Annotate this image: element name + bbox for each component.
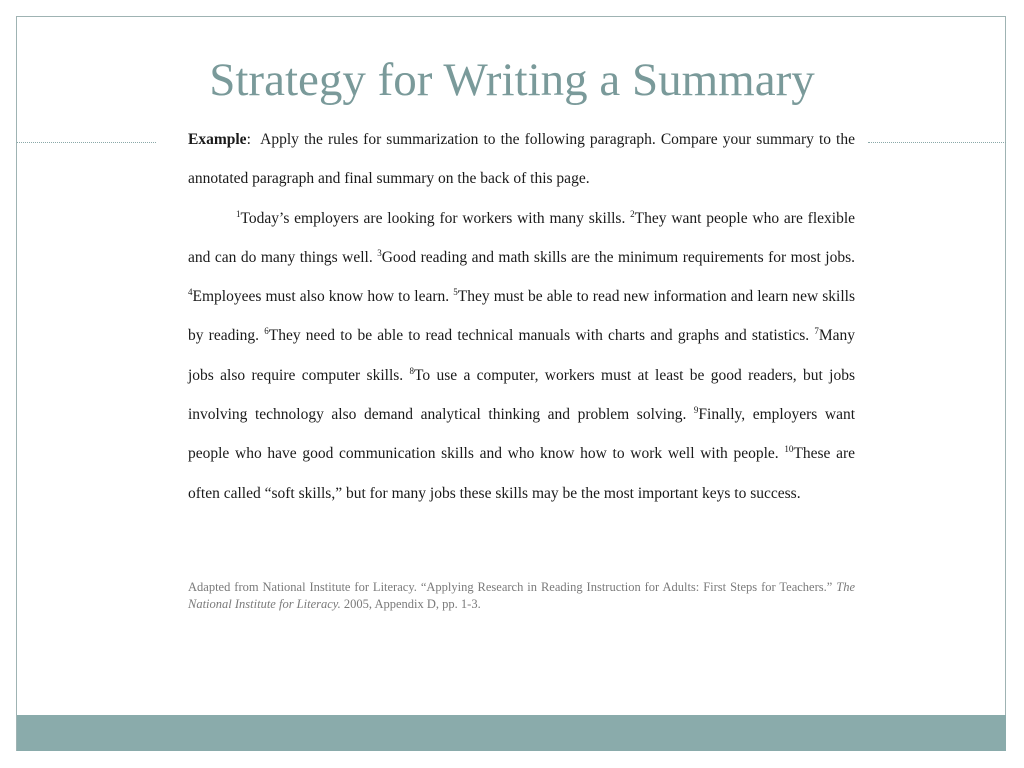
example-label: Example [188, 131, 247, 148]
example-paragraph [188, 199, 855, 513]
sentence-text: Finally, employers want people who have good communication skills and who know how to work well with people. [188, 406, 856, 463]
example-colon: : [246, 131, 251, 148]
sentence-text: To use a computer, workers must at least be good readers, but jobs involving technology also demand analytical thinking and problem solving. [188, 366, 855, 424]
sentence-number: 8 [409, 365, 414, 376]
slide-title: Strategy for Writing a Summary [209, 54, 815, 106]
sentence-number: 9 [693, 405, 699, 416]
sentence-number: 1 [236, 208, 241, 219]
sentence-number: 4 [188, 287, 193, 298]
sentence-text: Many jobs also require computer skills. [188, 327, 856, 384]
example-instructions-text: Apply the rules for summarization to the following paragraph. Compare your summary to the annotated paragraph and final summary on the back of this page. [188, 131, 855, 188]
title-divider-left [17, 142, 156, 143]
sentence-text: Employees must also know how to learn. [192, 288, 454, 306]
sentence-number: 2 [630, 208, 635, 219]
sentence-text: These are often called “soft skills,” but for many jobs these skills may be the most important keys to success. [188, 445, 855, 502]
sentence-number: 10 [784, 444, 794, 455]
source-citation [188, 579, 855, 613]
citation-publication: The National Institute for Literacy. [188, 580, 855, 611]
sentence-number: 3 [377, 247, 382, 258]
example-content [188, 120, 855, 513]
citation-details: 2005, Appendix D, pp. 1-3. [340, 597, 481, 611]
sentence-text: They want people who are flexible and can do many things well. [188, 209, 856, 266]
example-instructions [188, 120, 855, 199]
footer-bar [17, 715, 1006, 751]
sentence-text: Today’s employers are looking for workers with many skills. [240, 209, 631, 227]
title-divider-right [868, 142, 1006, 143]
citation-text: Adapted from National Institute for Literacy. “Applying Research in Reading Instruction for Adults: First Steps for Teachers.” [188, 580, 837, 594]
sentence-number: 7 [814, 326, 819, 337]
sentence-text: Good reading and math skills are the minimum requirements for most jobs. [381, 248, 856, 266]
sentence-number: 5 [453, 287, 458, 298]
sentence-number: 6 [264, 326, 269, 337]
sentence-text: They need to be able to read technical manuals with charts and graphs and statistics. [268, 327, 815, 345]
sentence-text: They must be able to read new information and learn new skills by reading. [188, 288, 855, 345]
